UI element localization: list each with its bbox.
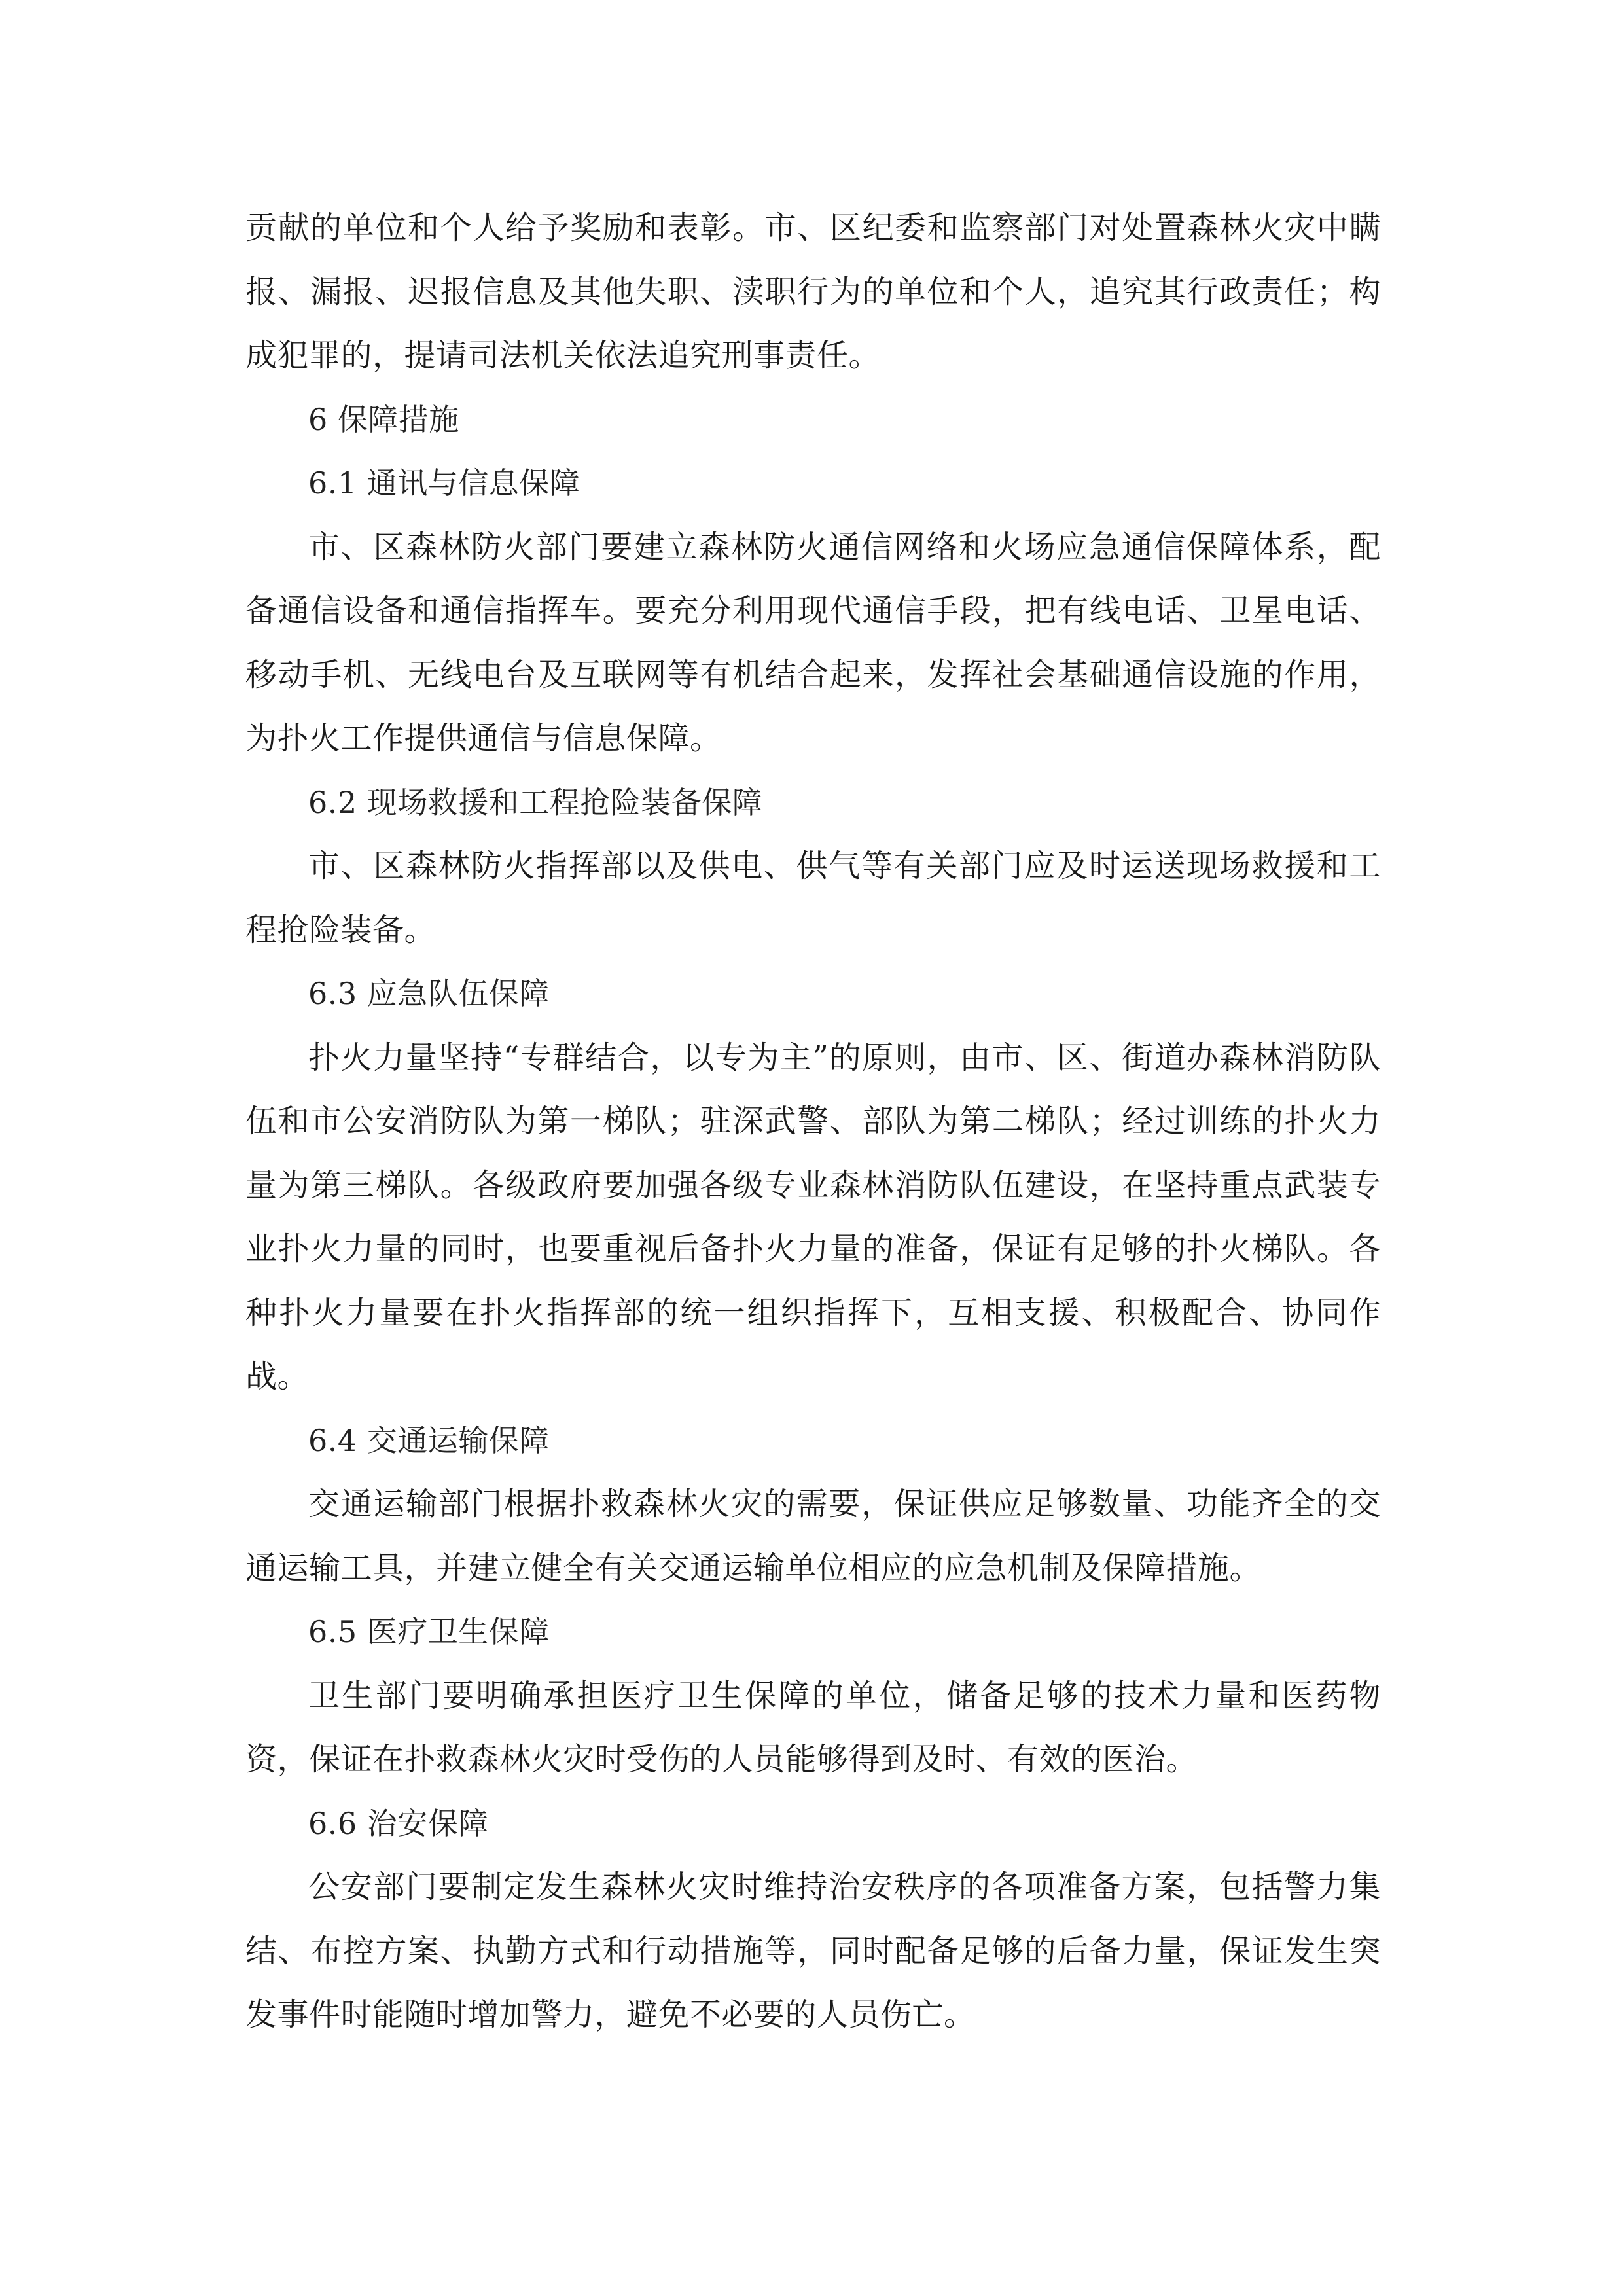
- paragraph-transportation: 交通运输部门根据扑救森林火灾的需要，保证供应足够数量、功能齐全的交通运输工具，并建立健全有关交通运输单位相应的应急机制及保障措施。: [245, 1486, 1381, 1587]
- paragraph-rescue-equipment: 市、区森林防火指挥部以及供电、供气等有关部门应及时运送现场救援和工程抢险装备。: [245, 848, 1381, 948]
- section-heading-6-5: 6.5 医疗卫生保障: [308, 1614, 550, 1649]
- paragraph-communication: 市、区森林防火部门要建立森林防火通信网络和火场应急通信保障体系，配备通信设备和通信指挥车。要充分利用现代通信手段，把有线电话、卫星电话、移动手机、无线电台及互联网等有机结合起来，发挥社会基础通信设施的作用，为扑火工作提供通信与信息保障。: [245, 528, 1381, 757]
- paragraph-medical: 卫生部门要明确承担医疗卫生保障的单位，储备足够的技术力量和医药物资，保证在扑救森林火灾时受伤的人员能够得到及时、有效的医治。: [245, 1677, 1381, 1778]
- section-heading-6-4: 6.4 交通运输保障: [308, 1422, 550, 1458]
- section-heading-6-1: 6.1 通讯与信息保障: [308, 465, 580, 501]
- section-heading-6-2: 6.2 现场救援和工程抢险装备保障: [308, 784, 763, 820]
- paragraph-emergency-teams: 扑火力量坚持“专群结合，以专为主”的原则，由市、区、街道办森林消防队伍和市公安消防队为第一梯队；驻深武警、部队为第二梯队；经过训练的扑火力量为第三梯队。各级政府要加强各级专业森林消防队伍建设，在坚持重点武装专业扑火力量的同时，也要重视后备扑火力量的准备，保证有足够的扑火梯队。各种扑火力量要在扑火指挥部的统一组织指挥下，互相支援、积极配合、协同作战。: [245, 1039, 1381, 1395]
- section-heading-6-3: 6.3 应急队伍保障: [308, 976, 550, 1011]
- section-heading-6-6: 6.6 治安保障: [308, 1805, 489, 1841]
- document-page: [245, 196, 1381, 2047]
- section-heading-6: 6 保障措施: [308, 401, 459, 437]
- paragraph-rewards-and-accountability: 贡献的单位和个人给予奖励和表彰。市、区纪委和监察部门对处置森林火灾中瞒报、漏报、迟报信息及其他失职、渎职行为的单位和个人，追究其行政责任；构成犯罪的，提请司法机关依法追究刑事责任。: [245, 209, 1381, 374]
- paragraph-public-security: 公安部门要制定发生森林火灾时维持治安秩序的各项准备方案，包括警力集结、布控方案、执勤方式和行动措施等，同时配备足够的后备力量，保证发生突发事件时能随时增加警力，避免不必要的人员伤亡。: [245, 1869, 1381, 2033]
